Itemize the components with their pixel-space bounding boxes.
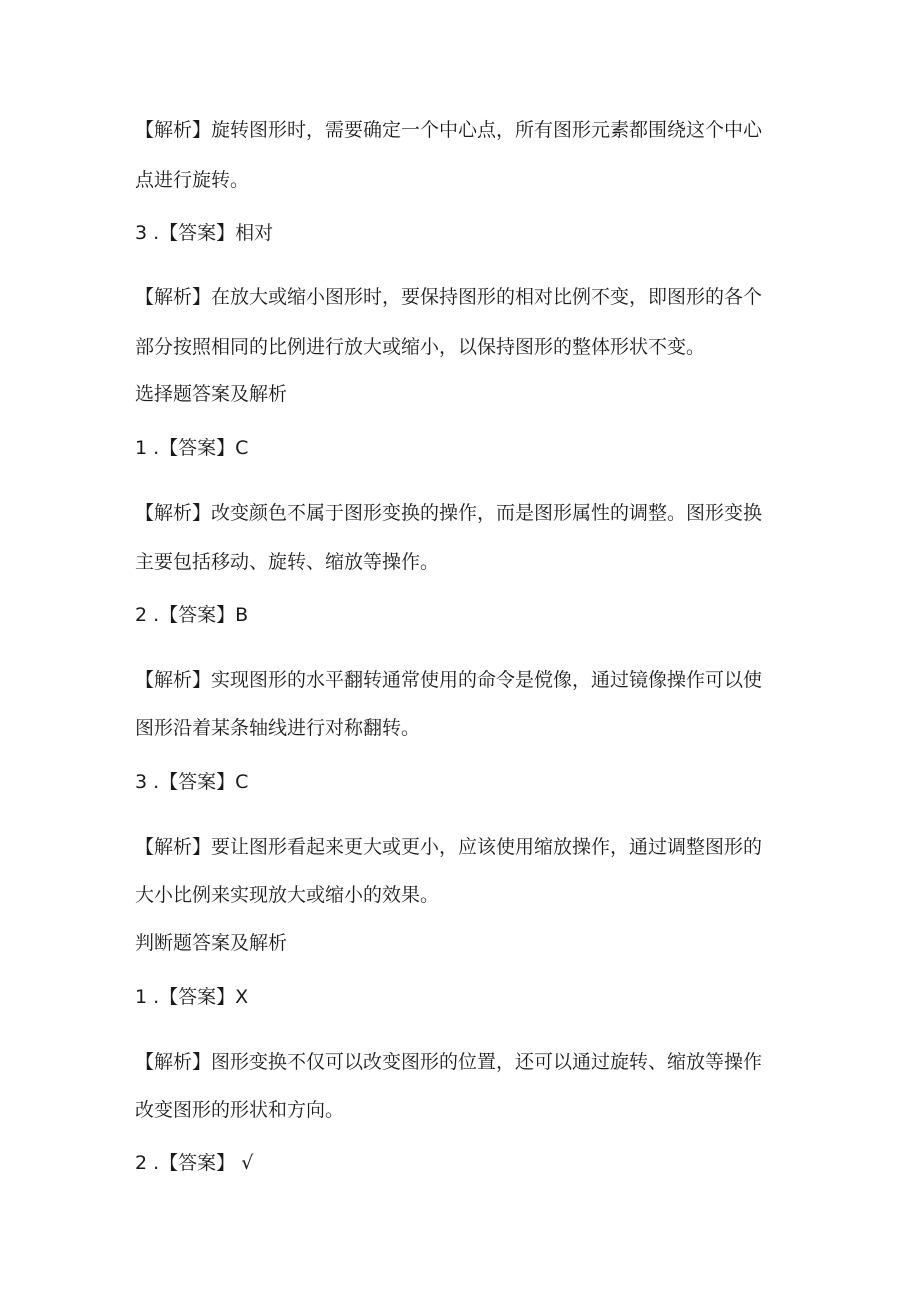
paragraph-line: 主要包括移动、旋转、缩放等操作。: [135, 551, 440, 573]
answer-heading: 2 .【答案】B: [135, 604, 249, 626]
section-title: 判断题答案及解析: [135, 932, 288, 954]
paragraph-line: 点进行旋转。: [135, 169, 250, 191]
answer-heading: 1 .【答案】X: [135, 986, 249, 1008]
paragraph-line: 【解析】在放大或缩小图形时，要保持图形的相对比例不变，即图形的各个: [135, 286, 763, 308]
paragraph-line: 改变图形的形状和方向。: [135, 1099, 345, 1121]
section-title: 选择题答案及解析: [135, 383, 288, 405]
paragraph-line: 【解析】图形变换不仅可以改变图形的位置，还可以通过旋转、缩放等操作: [135, 1051, 763, 1073]
answer-heading: 3 .【答案】C: [135, 771, 249, 793]
paragraph-line: 部分按照相同的比例进行放大或缩小，以保持图形的整体形状不变。: [135, 336, 706, 358]
paragraph-line: 大小比例来实现放大或缩小的效果。: [135, 884, 440, 906]
paragraph-line: 【解析】实现图形的水平翻转通常使用的命令是傥像，通过镜像操作可以使: [135, 669, 763, 691]
answer-heading: 3 .【答案】相对: [135, 222, 274, 244]
paragraph-line: 【解析】改变颜色不属于图形变换的操作，而是图形属性的调整。图形变换: [135, 502, 763, 524]
paragraph-line: 【解析】旋转图形时，需要确定一个中心点，所有图形元素都围绕这个中心: [135, 119, 763, 141]
paragraph-line: 【解析】要让图形看起来更大或更小，应该使用缩放操作，通过调整图形的: [135, 836, 763, 858]
paragraph-line: 图形沿着某条轴线进行对称翻转。: [135, 717, 421, 739]
answer-heading: 2 .【答案】 √: [135, 1152, 254, 1174]
answer-heading: 1 .【答案】C: [135, 437, 249, 459]
